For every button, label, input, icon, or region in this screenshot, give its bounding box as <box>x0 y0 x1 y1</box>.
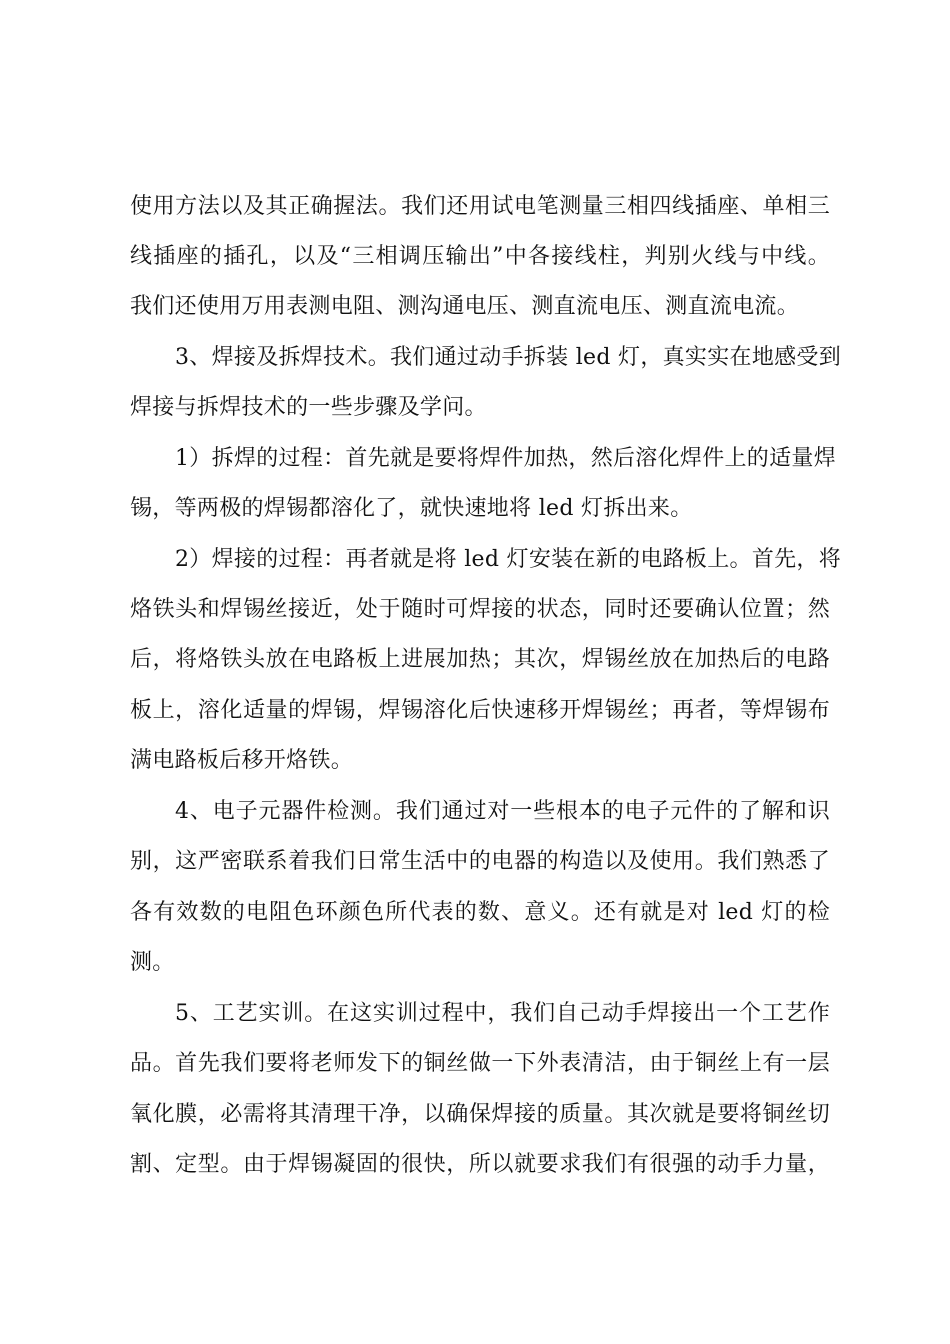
text-line: 线插座的插孔，以及“三相调压输出”中各接线柱，判别火线与中线。 <box>130 244 830 269</box>
text-line: 满电路板后移开烙铁。 <box>130 748 354 773</box>
text-line: 氧化膜，必需将其清理干净，以确保焊接的质量。其次就是要将铜丝切 <box>130 1102 830 1127</box>
paragraph-start-line: 2）焊接的过程：再者就是将 led 灯安装在新的电路板上。首先，将 <box>175 547 842 572</box>
text-line: 后，将烙铁头放在电路板上进展加热；其次，焊锡丝放在加热后的电路 <box>130 647 830 672</box>
text-line: 板上，溶化适量的焊锡，焊锡溶化后快速移开焊锡丝；再者，等焊锡布 <box>130 698 830 723</box>
text-line: 焊接与拆焊技术的一些步骤及学问。 <box>130 395 487 420</box>
text-line: 测。 <box>130 950 175 975</box>
text-line: 我们还使用万用表测电阻、测沟通电压、测直流电压、测直流电流。 <box>130 294 800 319</box>
text-line: 使用方法以及其正确握法。我们还用试电笔测量三相四线插座、单相三 <box>130 194 830 219</box>
paragraph-start-line: 1）拆焊的过程：首先就是要将焊件加热，然后溶化焊件上的适量焊 <box>175 446 836 471</box>
text-line: 割、定型。由于焊锡凝固的很快，所以就要求我们有很强的动手力量， <box>130 1152 830 1177</box>
paragraph-start-line: 5、工艺实训。在这实训过程中，我们自己动手焊接出一个工艺作 <box>175 1001 830 1026</box>
text-line: 各有效数的电阻色环颜色所代表的数、意义。还有就是对 led 灯的检 <box>130 900 830 925</box>
text-line: 锡，等两极的焊锡都溶化了，就快速地将 led 灯拆出来。 <box>130 496 693 521</box>
text-line: 别，这严密联系着我们日常生活中的电器的构造以及使用。我们熟悉了 <box>130 849 830 874</box>
paragraph-start-line: 3、焊接及拆焊技术。我们通过动手拆装 led 灯，真实实在地感受到 <box>175 345 842 370</box>
text-line: 烙铁头和焊锡丝接近，处于随时可焊接的状态，同时还要确认位置；然 <box>130 597 830 622</box>
text-line: 品。首先我们要将老师发下的铜丝做一下外表清洁，由于铜丝上有一层 <box>130 1051 830 1076</box>
paragraph-start-line: 4、电子元器件检测。我们通过对一些根本的电子元件的了解和识 <box>175 799 830 824</box>
